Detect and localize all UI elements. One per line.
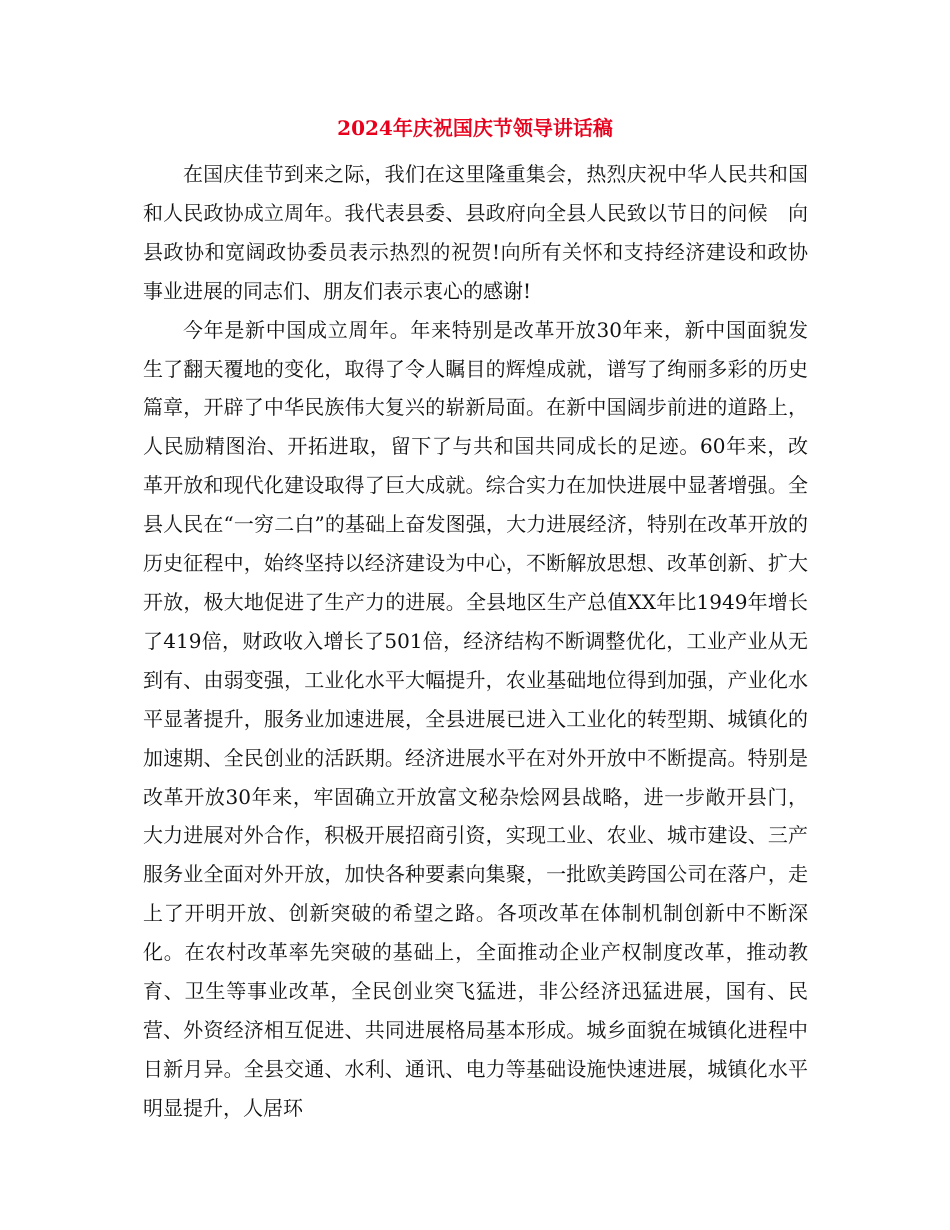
paragraph-1: 在国庆佳节到来之际，我们在这里隆重集会，热烈庆祝中华人民共和国和人民政协成立周年。我代表县委、县政府向全县人民致以节日的问候 向县政协和宽阔政协委员表示热烈的祝贺!向所有关怀和支持经济建设和政协事业进展的同志们、朋友们表示衷心的感谢!	[143, 162, 808, 303]
document-title: 2024年庆祝国庆节领导讲话稿	[337, 116, 613, 140]
paragraph-2: 今年是新中国成立周年。年来特别是改革开放30年来，新中国面貌发生了翻天覆地的变化，取得了令人瞩目的辉煌成就，谱写了绚丽多彩的历史篇章，开辟了中华民族伟大复兴的崭新局面。在新中国阔步前进的道路上，人民励精图治、开拓进取，留下了与共和国共同成长的足迹。60年来，改革开放和现代化建设取得了巨大成就。综合实力在加快进展中显著增强。全县人民在“一穷二白”的基础上奋发图强，大力进展经济，特别在改革开放的历史征程中，始终坚持以经济建设为中心，不断解放思想、改革创新、扩大开放，极大地促进了生产力的进展。全县地区生产总值XX年比1949年增长了419倍，财政收入增长了501倍，经济结构不断调整优化，工业产业从无到有、由弱变强，工业化水平大幅提升，农业基础地位得到加强，产业化水平显著提升，服务业加速进展，全县进展已进入工业化的转型期、城镇化的加速期、全民创业的活跃期。经济进展水平在对外开放中不断提高。特别是改革开放30年来，牢固确立开放富文秘杂烩网县战略，进一步敞开县门，大力进展对外合作，积极开展招商引资，实现工业、农业、城市建设、三产服务业全面对外开放，加快各种要素向集聚，一批欧美跨国公司在落户，走上了开明开放、创新突破的希望之路。各项改革在体制机制创新中不断深化。在农村改革率先突破的基础上，全面推动企业产权制度改革，推动教育、卫生等事业改革，全民创业突飞猛进，非公经济迅猛进展，国有、民营、外资经济相互促进、共同进展格局基本形成。城乡面貌在城镇化进程中日新月异。全县交通、水利、通讯、电力等基础设施快速进展，城镇化水平明显提升，人居环	[143, 317, 808, 1120]
document-body	[143, 155, 808, 1128]
